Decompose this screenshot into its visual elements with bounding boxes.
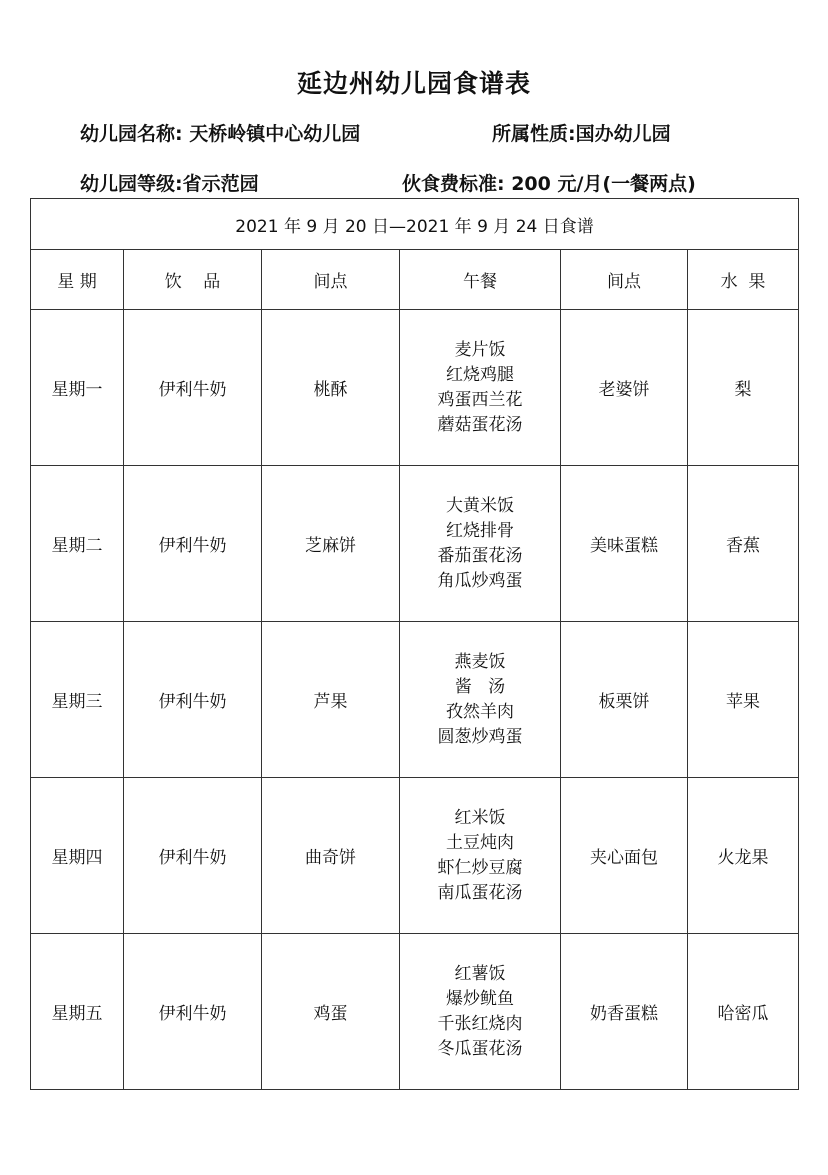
table-row bbox=[31, 934, 799, 1090]
lunch-item: 角瓜炒鸡蛋 bbox=[437, 570, 523, 591]
table-row bbox=[31, 622, 799, 778]
snack-2-cell: 老婆饼 bbox=[561, 310, 688, 466]
lunch-cell bbox=[400, 622, 561, 778]
snack-1-cell: 桃酥 bbox=[262, 310, 400, 466]
lunch-item: 孜然羊肉 bbox=[446, 701, 514, 722]
drink-cell: 伊利牛奶 bbox=[124, 622, 262, 778]
lunch-item: 番茄蛋花汤 bbox=[437, 545, 523, 566]
lunch-item: 鸡蛋西兰花 bbox=[437, 389, 523, 410]
lunch-item: 酱 汤 bbox=[454, 676, 506, 697]
lunch-item: 麦片饭 bbox=[454, 339, 506, 360]
lunch-item: 大黄米饭 bbox=[446, 495, 514, 516]
day-cell: 星期四 bbox=[31, 778, 124, 934]
day-cell: 星期一 bbox=[31, 310, 124, 466]
table-row bbox=[31, 466, 799, 622]
drink-cell: 伊利牛奶 bbox=[124, 310, 262, 466]
lunch-item: 爆炒鱿鱼 bbox=[446, 988, 514, 1009]
day-cell: 星期三 bbox=[31, 622, 124, 778]
header-fruit: 水 果 bbox=[688, 250, 799, 310]
header-row bbox=[31, 250, 799, 310]
snack-1-cell: 芝麻饼 bbox=[262, 466, 400, 622]
fruit-cell: 苹果 bbox=[688, 622, 799, 778]
kindergarten-name: 幼儿园名称: 天桥岭镇中心幼儿园 bbox=[80, 123, 361, 145]
snack-1-cell: 芦果 bbox=[262, 622, 400, 778]
kindergarten-type: 所属性质:国办幼儿园 bbox=[492, 123, 671, 145]
page-title: 延边州幼儿园食谱表 bbox=[296, 69, 531, 98]
header-day: 星 期 bbox=[31, 250, 124, 310]
lunch-item: 南瓜蛋花汤 bbox=[437, 882, 523, 903]
menu-table bbox=[30, 198, 799, 1090]
fruit-cell: 梨 bbox=[688, 310, 799, 466]
fruit-cell: 哈密瓜 bbox=[688, 934, 799, 1090]
lunch-item: 红烧排骨 bbox=[446, 520, 514, 541]
lunch-cell bbox=[400, 778, 561, 934]
lunch-cell bbox=[400, 466, 561, 622]
header-lunch: 午餐 bbox=[400, 250, 561, 310]
header-drink: 饮 品 bbox=[124, 250, 262, 310]
snack-2-cell: 奶香蛋糕 bbox=[561, 934, 688, 1090]
snack-1-cell: 鸡蛋 bbox=[262, 934, 400, 1090]
header-snack-1: 间点 bbox=[262, 250, 400, 310]
snack-2-cell: 美味蛋糕 bbox=[561, 466, 688, 622]
drink-cell: 伊利牛奶 bbox=[124, 778, 262, 934]
date-range: 2021 年 9 月 20 日—2021 年 9 月 24 日食谱 bbox=[31, 199, 799, 250]
lunch-cell bbox=[400, 934, 561, 1090]
fruit-cell: 香蕉 bbox=[688, 466, 799, 622]
snack-2-cell: 板栗饼 bbox=[561, 622, 688, 778]
lunch-item: 虾仁炒豆腐 bbox=[437, 857, 523, 878]
snack-1-cell: 曲奇饼 bbox=[262, 778, 400, 934]
lunch-item: 燕麦饭 bbox=[454, 651, 506, 672]
date-range-row bbox=[31, 199, 799, 250]
lunch-item: 红米饭 bbox=[454, 807, 506, 828]
lunch-item: 千张红烧肉 bbox=[437, 1013, 523, 1034]
meal-fee: 伙食费标准: 200 元/月(一餐两点) bbox=[402, 173, 696, 195]
table-row bbox=[31, 778, 799, 934]
lunch-item: 圆葱炒鸡蛋 bbox=[437, 726, 523, 747]
day-cell: 星期二 bbox=[31, 466, 124, 622]
snack-2-cell: 夹心面包 bbox=[561, 778, 688, 934]
lunch-cell bbox=[400, 310, 561, 466]
header-snack-2: 间点 bbox=[561, 250, 688, 310]
fruit-cell: 火龙果 bbox=[688, 778, 799, 934]
lunch-item: 红薯饭 bbox=[454, 963, 506, 984]
table-row bbox=[31, 310, 799, 466]
lunch-item: 冬瓜蛋花汤 bbox=[437, 1038, 523, 1059]
lunch-item: 土豆炖肉 bbox=[446, 832, 514, 853]
lunch-item: 红烧鸡腿 bbox=[446, 364, 514, 385]
lunch-item: 蘑菇蛋花汤 bbox=[437, 414, 523, 435]
kindergarten-level: 幼儿园等级:省示范园 bbox=[80, 173, 259, 195]
drink-cell: 伊利牛奶 bbox=[124, 934, 262, 1090]
drink-cell: 伊利牛奶 bbox=[124, 466, 262, 622]
day-cell: 星期五 bbox=[31, 934, 124, 1090]
